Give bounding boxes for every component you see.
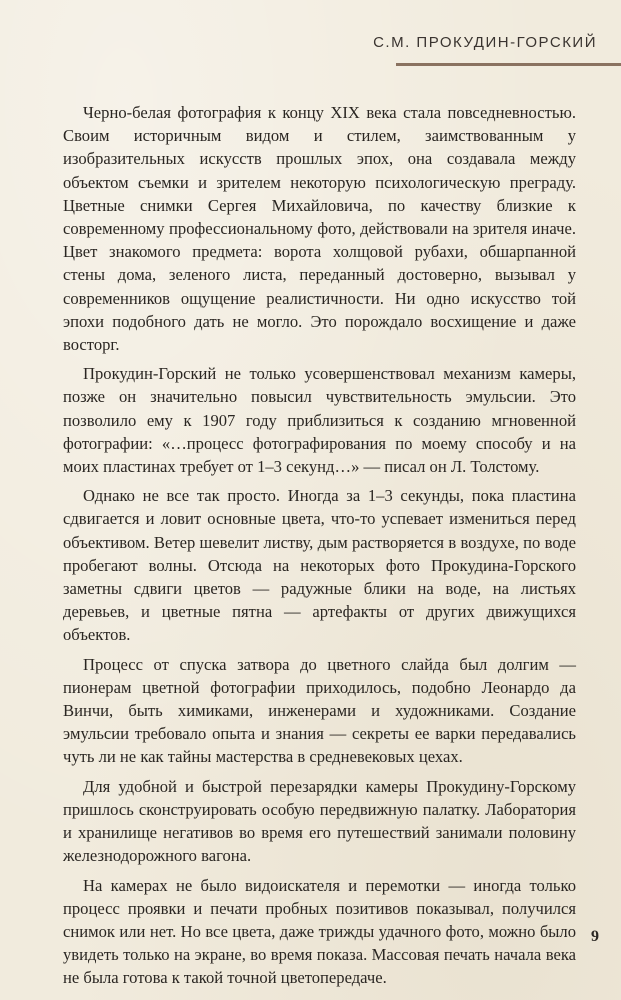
header-rule [396, 63, 621, 66]
page-number: 9 [591, 928, 599, 945]
running-head: С.М. ПРОКУДИН-ГОРСКИЙ [373, 34, 597, 51]
paragraph: Процесс от спуска затвора до цветного слайда был долгим — пионерам цветной фотографии приходилось, подобно Леонардо да Винчи, быть химиками, инженерами и художниками. Создание эмульсии требовало опыта и знания — секреты ее варки передавались чуть ли не как тайны мастерства в средневековых цехах. [63, 654, 576, 767]
paragraph: Для удобной и быстрой перезарядки камеры Прокудину-Горскому пришлось сконструировать особую передвижную палатку. Лаборатория и хранилище негативов во время его путешествий занимали половину железнодорожного вагона. [63, 776, 576, 866]
paragraph: Прокудин-Горский не только усовершенствовал механизм камеры, позже он значительно повысил чувствительность эмульсии. Это позволило ему к 1907 году приблизиться к созданию мгновенной фотографии: «…процесс фотографирования по моему способу и на моих пластинах требует от 1–3 секунд…» — писал он Л. Толстому. [63, 364, 576, 477]
paragraph: Однако не все так просто. Иногда за 1–3 секунды, пока пластина сдвигается и ловит основные цвета, что-то успевает измениться перед объективом. Ветер шевелит листву, дым растворяется в воздухе, по воде пробегают волны. Отсюда на некоторых фото Прокудина-Горского заметны сдвиги цветов — радужные блики на воде, на листьях деревьев, и цветные пятна — артефакты от других движущихся объектов. [63, 486, 576, 645]
paragraph: На камерах не было видоискателя и перемотки — иногда только процесс проявки и печати пробных позитивов показывал, получился снимок или нет. Но все цвета, даже трижды удачного фото, можно было увидеть только на экране, во время показа. Массовая печать начала века не была готова к такой точной цветопередаче. [63, 875, 576, 988]
paragraph: Черно-белая фотография к концу XIX века стала повседневностью. Своим историчным видом и стилем, заимствованным у изобразительных искусств прошлых эпох, она создавала между объектом съемки и зрителем некоторую психологическую преграду. Цветные снимки Сергея Михайловича, по качеству близкие к современному профессиональному фото, действовали на зрителя иначе. Цвет знакомого предмета: ворота холщовой рубахи, обшарпанной стены дома, зеленого листа, переданный достоверно, вызывал у современников ощущение реалистичности. Ни одно искусство той эпохи подобного дать не могло. Это порождало восхищение и даже восторг. [63, 103, 576, 355]
body-text [63, 101, 576, 990]
